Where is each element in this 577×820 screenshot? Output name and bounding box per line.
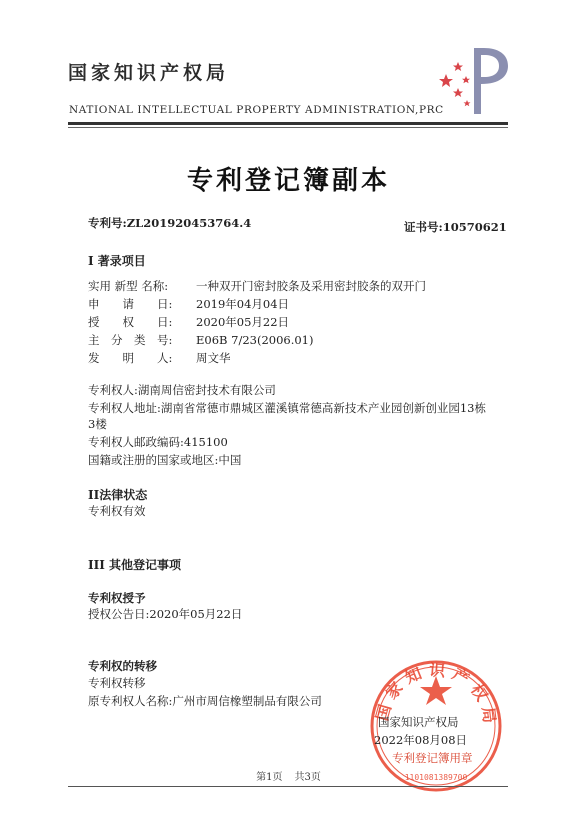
header-divider (68, 122, 508, 125)
field-label: 发 明 人: (88, 351, 173, 365)
footer-divider (68, 786, 508, 787)
legal-status: 专利权有效 (88, 504, 146, 518)
field-grant-date (88, 314, 289, 330)
seal-purpose: 专利登记簿用章 (392, 751, 473, 765)
seal-agency: 国家知识产权局 (378, 715, 459, 729)
section-legal-status-heading: II法律状态 (88, 488, 148, 502)
field-label: 申 请 日: (88, 297, 173, 311)
field-application-date (88, 296, 289, 312)
field-value: 2019年04月04日 (196, 297, 290, 311)
patent-number: 专利号:ZL201920453764.4 (88, 216, 252, 230)
field-main-classification (88, 332, 314, 348)
field-utility-model-name (88, 278, 426, 294)
certificate-number: 证书号:10570621 (404, 220, 507, 234)
agency-name-en: NATIONAL INTELLECTUAL PROPERTY ADMINISTRATION,PRC (69, 104, 444, 116)
patentee-postcode: 专利权人邮政编码:415100 (88, 435, 228, 449)
patentee-country: 国籍或注册的国家或地区:中国 (88, 453, 242, 467)
header-divider-thin (68, 127, 508, 128)
field-inventor (88, 350, 231, 366)
field-label: 实用 新型 名称: (88, 279, 169, 293)
page-number: 第1页 (256, 772, 283, 783)
section-bibliographic-heading: I 著录项目 (88, 254, 146, 268)
original-patentee: 原专利权人名称:广州市周信橡塑制品有限公司 (88, 694, 322, 708)
transfer-heading: 专利权的转移 (88, 659, 157, 673)
field-value: 一种双开门密封胶条及采用密封胶条的双开门 (196, 279, 426, 293)
seal-date: 2022年08月08日 (374, 733, 468, 747)
grant-announcement-date: 授权公告日:2020年05月22日 (88, 607, 243, 621)
field-label: 授 权 日: (88, 315, 173, 329)
field-value: E06B 7/23(2006.01) (196, 333, 314, 347)
agency-name-cn: 国家知识产权局 (68, 62, 230, 84)
field-label: 主 分 类 号: (88, 333, 173, 347)
seal-number: 1101081389700 (404, 773, 468, 782)
document-title: 专利登记簿副本 (186, 166, 390, 196)
grant-heading: 专利权授予 (88, 591, 146, 605)
field-value: 周文华 (196, 351, 231, 365)
page-total: 共3页 (294, 772, 321, 783)
patentee: 专利权人:湖南周信密封技术有限公司 (88, 383, 276, 397)
page-indicator (0, 768, 577, 783)
patentee-address-cont: 3楼 (88, 417, 107, 431)
transfer-text: 专利权转移 (88, 676, 146, 690)
seal-ring-text: 国家知识产权局 (372, 660, 500, 731)
section-other-matters-heading: III 其他登记事项 (88, 558, 182, 572)
cnipa-logo-icon (428, 44, 512, 118)
field-value: 2020年05月22日 (196, 315, 290, 329)
patentee-address: 专利权人地址:湖南省常德市鼎城区灌溪镇常德高新技术产业园创新创业园13栋 (88, 401, 487, 415)
